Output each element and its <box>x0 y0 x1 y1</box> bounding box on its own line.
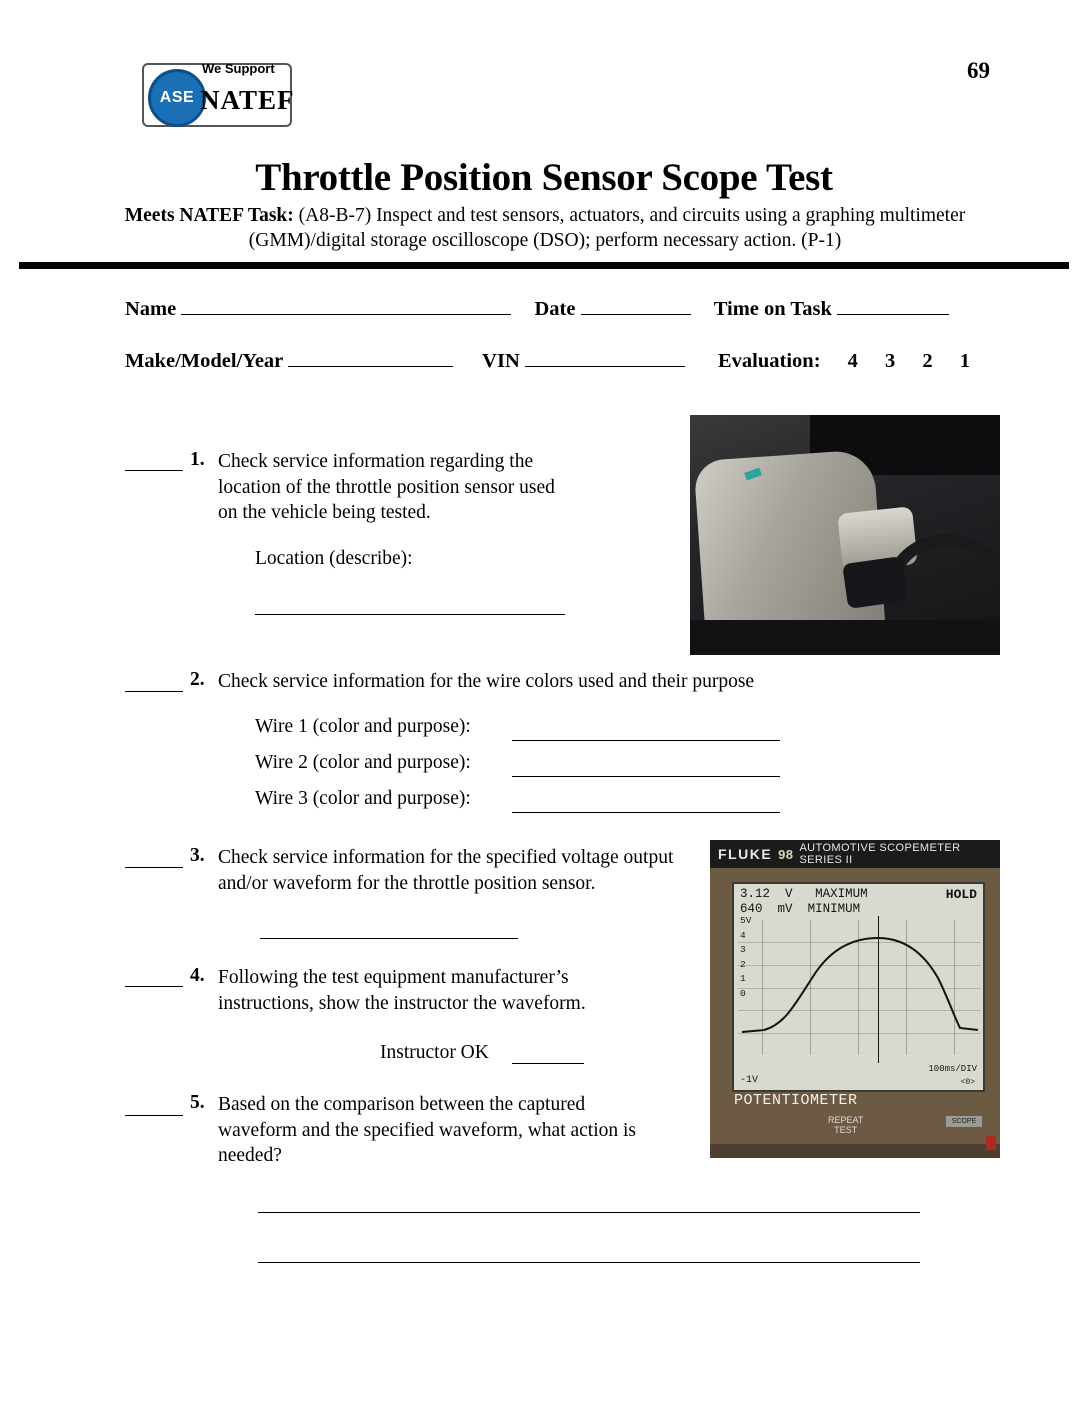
page-number: 69 <box>967 58 990 83</box>
natef-task-label: Meets NATEF Task: <box>124 205 294 226</box>
info-row-2 <box>125 350 970 373</box>
scope-repeat-test-label <box>828 1115 863 1135</box>
scope-y-label-1: 1 <box>740 973 746 984</box>
scope-max-unit: V <box>785 887 793 901</box>
item-5-checkbox-blank[interactable] <box>125 1115 183 1116</box>
item-5-number: 5. <box>190 1092 205 1113</box>
fluke-brand-label: FLUKE <box>718 846 773 862</box>
info-row-1 <box>125 298 949 321</box>
evaluation-label: Evaluation: <box>718 350 821 372</box>
name-input-blank[interactable] <box>181 314 511 315</box>
scope-min-value: 640 <box>740 902 763 916</box>
wire-2-blank[interactable] <box>512 776 780 777</box>
item-5-answer-blank-2[interactable] <box>258 1262 920 1263</box>
scope-readouts <box>740 887 868 917</box>
item-1-location-label: Location (describe): <box>255 548 413 569</box>
page-title: Throttle Position Sensor Scope Test <box>255 156 833 199</box>
vin-input-blank[interactable] <box>525 366 685 367</box>
wire-3-label: Wire 3 (color and purpose): <box>255 788 471 809</box>
scope-red-indicator <box>986 1136 996 1150</box>
instructor-ok-label: Instructor OK <box>380 1042 489 1063</box>
name-label: Name <box>125 298 177 320</box>
time-on-task-label: Time on Task <box>713 298 832 320</box>
evaluation-option-1[interactable]: 1 <box>959 350 971 372</box>
ase-badge-icon: ASE <box>148 69 206 127</box>
wire-1-blank[interactable] <box>512 740 780 741</box>
evaluation-option-4[interactable]: 4 <box>847 350 858 372</box>
wire-1-label: Wire 1 (color and purpose): <box>255 716 471 737</box>
evaluation-options <box>826 350 970 372</box>
wire-2-label: Wire 2 (color and purpose): <box>255 752 471 773</box>
scope-y-label-2: 2 <box>740 958 746 970</box>
natef-task-statement <box>120 203 970 253</box>
scope-y-label-5v: 5V <box>740 915 752 926</box>
scope-softkey-button[interactable]: SCOPE <box>946 1116 982 1127</box>
item-4-text: Following the test equipment manufacturer’s instructions, show the instructor the waveform. <box>218 967 586 1014</box>
scope-timebase-label: 100ms/DIV <box>928 1064 977 1074</box>
make-model-year-input-blank[interactable] <box>288 366 453 367</box>
instructor-ok-blank[interactable] <box>512 1063 584 1064</box>
header-divider <box>19 262 1069 269</box>
date-label: Date <box>534 298 576 320</box>
item-1-location-blank[interactable] <box>255 614 565 615</box>
date-input-blank[interactable] <box>581 314 691 315</box>
time-on-task-input-blank[interactable] <box>837 314 949 315</box>
scope-lcd-screen <box>732 882 985 1092</box>
photo-connector <box>842 556 908 609</box>
scope-y-label-neg1v: -1V <box>740 1075 759 1086</box>
scope-max-label: MAXIMUM <box>815 887 868 901</box>
logo-wordmark: NATEF <box>200 85 295 115</box>
item-2-text: Check service information for the wire colors used and their purpose <box>218 671 755 692</box>
item-1-number: 1. <box>190 449 205 470</box>
item-4-number: 4. <box>190 965 205 986</box>
scope-max-value: 3.12 <box>740 887 771 901</box>
scope-min-unit: mV <box>777 902 793 916</box>
item-3-number: 3. <box>190 845 205 866</box>
scope-mode-label: POTENTIOMETER <box>734 1092 858 1109</box>
scope-waveform-grid <box>738 920 981 1055</box>
fluke-series-label: AUTOMOTIVE SCOPEMETER SERIES II <box>799 842 961 866</box>
scope-trigger-marker: <0> <box>960 1078 975 1087</box>
scope-brand-bar <box>710 840 1000 868</box>
scope-waveform-trace <box>738 920 981 1055</box>
item-4-checkbox-blank[interactable] <box>125 986 183 987</box>
vin-label: VIN <box>482 350 520 372</box>
natef-task-text: (A8-B-7) Inspect and test sensors, actuators, and circuits using a graphing multimeter (GMM)/digital storage oscilloscope (DSO); perform necessary action. (P-1) <box>248 205 966 251</box>
natef-logo <box>140 55 303 133</box>
scope-repeat-word: REPEAT <box>828 1115 864 1125</box>
item-2-number: 2. <box>190 669 205 690</box>
scope-y-label-3: 3 <box>740 944 746 955</box>
item-3-text: Check service information for the specified voltage output and/or waveform for the throttle position sensor. <box>218 847 674 894</box>
scope-test-word: TEST <box>834 1125 858 1135</box>
logo-support-text: We Support <box>202 61 275 76</box>
scope-y-label-0: 0 <box>740 987 746 999</box>
evaluation-option-3[interactable]: 3 <box>885 350 896 372</box>
photo-lower-shadow <box>690 620 1000 655</box>
scope-y-label-4: 4 <box>740 929 746 941</box>
scope-hold-indicator: HOLD <box>945 887 977 902</box>
item-3-checkbox-blank[interactable] <box>125 867 183 868</box>
item-1-checkbox-blank[interactable] <box>125 470 183 471</box>
item-5-text: Based on the comparison between the captured waveform and the specified waveform, what action is needed? <box>218 1094 637 1166</box>
item-3-answer-blank[interactable] <box>260 938 518 939</box>
make-model-year-label: Make/Model/Year <box>125 350 283 372</box>
scope-bezel <box>710 1144 1000 1158</box>
scope-min-label: MINIMUM <box>807 902 861 916</box>
item-2-checkbox-blank[interactable] <box>125 691 183 692</box>
item-1-text: Check service information regarding the location of the throttle position sensor used on the vehicle being tested. <box>218 451 555 523</box>
wire-3-blank[interactable] <box>512 812 780 813</box>
throttle-body-sensor-photo <box>690 415 1000 655</box>
fluke-model-label: 98 <box>778 846 794 862</box>
item-5-answer-blank-1[interactable] <box>258 1212 920 1213</box>
evaluation-option-2[interactable]: 2 <box>922 350 933 372</box>
fluke-scopemeter-photo <box>710 840 1000 1158</box>
